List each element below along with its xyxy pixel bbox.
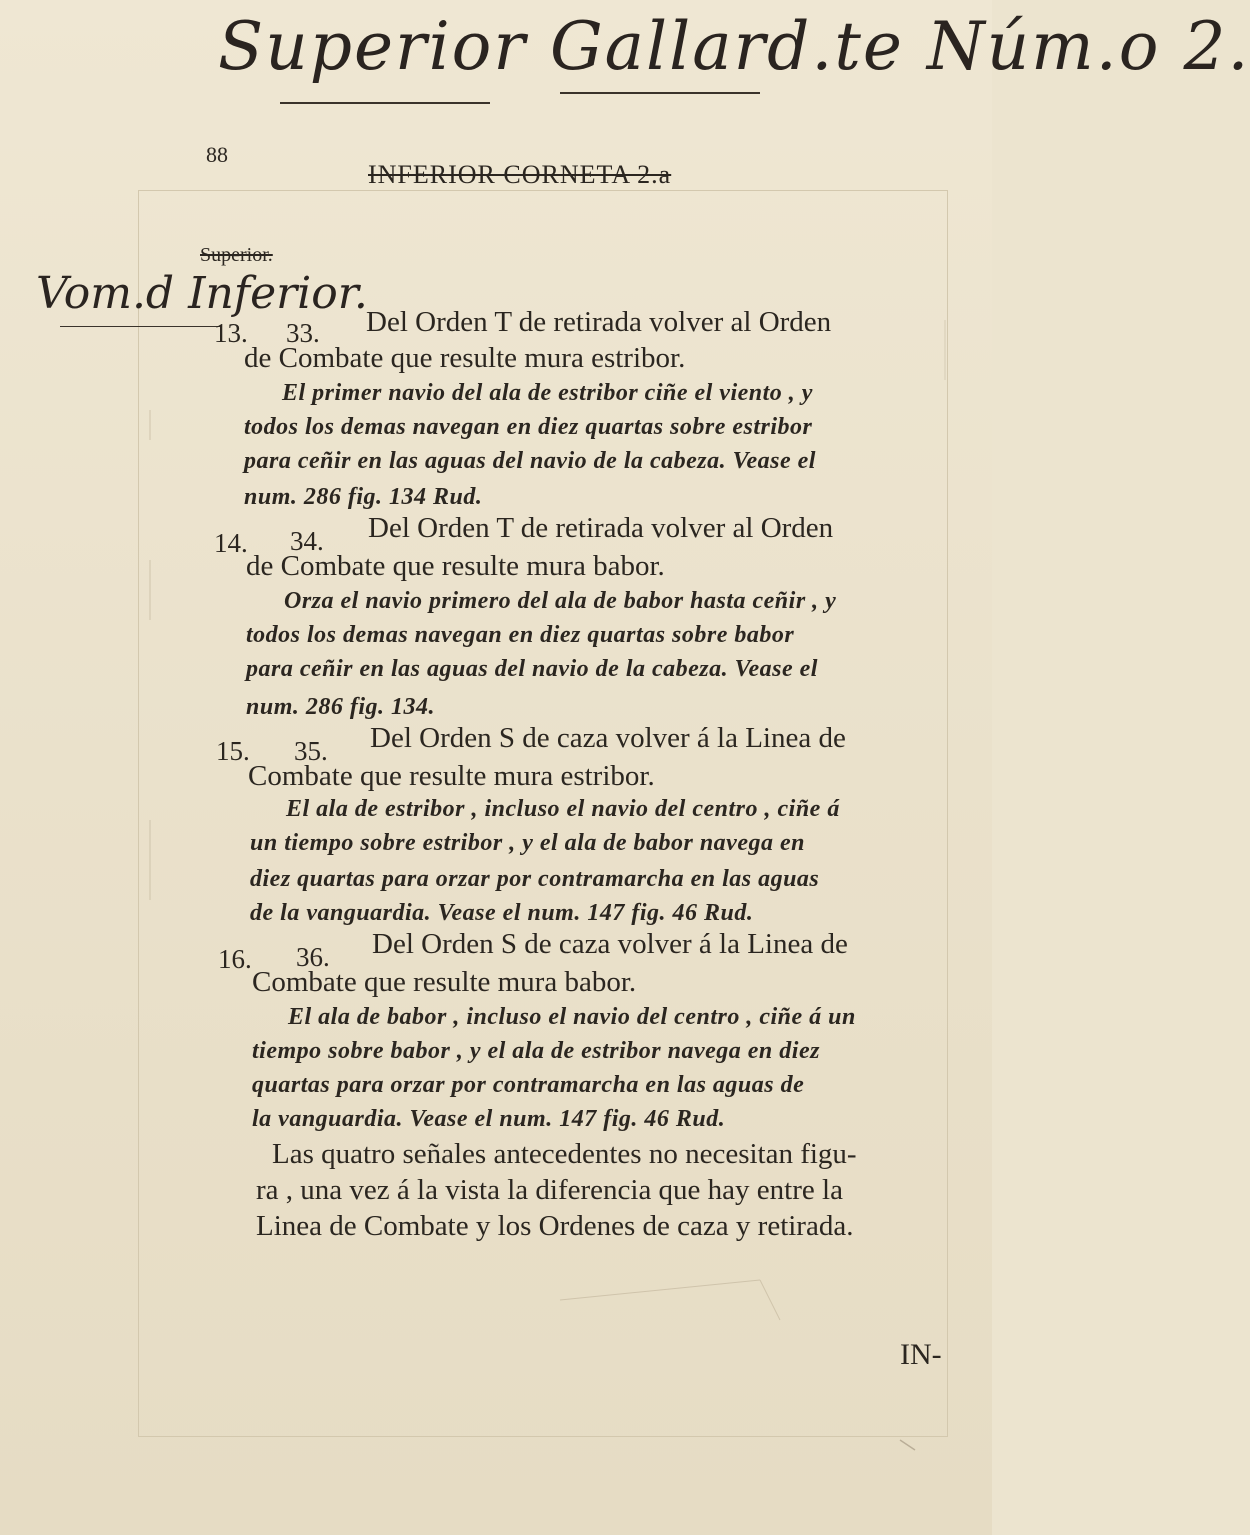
entry-description: para ceñir en las aguas del navio de la cabeza. Vease el xyxy=(244,448,816,474)
entry-heading: Del Orden S de caza volver á la Linea de xyxy=(370,722,846,754)
entry-heading: de Combate que resulte mura estribor. xyxy=(244,342,686,374)
entry-description: num. 286 fig. 134. xyxy=(246,694,436,720)
entry-number: 13. xyxy=(214,318,248,348)
entry-description: num. 286 fig. 134 Rud. xyxy=(244,484,483,510)
entry-heading: Combate que resulte mura babor. xyxy=(252,966,637,998)
entry-description: El primer navio del ala de estribor ciñe el viento , y xyxy=(282,380,813,406)
handwritten-heading: Superior Gallard.te Núm.o 2. xyxy=(218,8,1250,85)
entry-heading: Del Orden T de retirada volver al Orden xyxy=(368,512,834,544)
entry-description: un tiempo sobre estribor , y el ala de babor navega en xyxy=(250,830,805,856)
closing-paragraph-line: ra , una vez á la vista la diferencia que hay entre la xyxy=(256,1174,843,1206)
entry-description: diez quartas para orzar por contramarcha en las aguas xyxy=(250,866,820,892)
entry-number: 33. xyxy=(286,318,320,348)
entry-description: para ceñir en las aguas del navio de la cabeza. Vease el xyxy=(246,656,818,682)
struck-word: Superior. xyxy=(200,244,273,266)
running-head: INFERIOR CORNETA 2.a xyxy=(368,160,672,189)
entry-description: quartas para orzar por contramarcha en las aguas de xyxy=(252,1072,805,1098)
entry-heading: de Combate que resulte mura babor. xyxy=(246,550,665,582)
entry-description: de la vanguardia. Vease el num. 147 fig. 46 Rud. xyxy=(250,900,754,926)
entry-description: todos los demas navegan en diez quartas sobre babor xyxy=(246,622,795,648)
entry-description: El ala de estribor , incluso el navio del centro , ciñe á xyxy=(286,796,840,822)
entry-number: 36. xyxy=(296,942,330,972)
entry-heading: Del Orden S de caza volver á la Linea de xyxy=(372,928,848,960)
entry-number: 16. xyxy=(218,944,252,974)
entry-description: la vanguardia. Vease el num. 147 fig. 46 Rud. xyxy=(252,1106,726,1132)
closing-paragraph-line: Las quatro señales antecedentes no necesitan figu- xyxy=(272,1138,857,1170)
entry-description: El ala de babor , incluso el navio del centro , ciñe á un xyxy=(288,1004,856,1030)
entry-number: 14. xyxy=(214,528,248,558)
handwritten-margin-note: Vom.d Inferior. xyxy=(36,268,368,319)
entry-heading: Combate que resulte mura estribor. xyxy=(248,760,655,792)
entry-description: tiempo sobre babor , y el ala de estribor navega en diez xyxy=(252,1038,820,1064)
entry-number: 35. xyxy=(294,736,328,766)
catchword: IN- xyxy=(900,1338,942,1371)
entry-description: todos los demas navegan en diez quartas sobre estribor xyxy=(244,414,813,440)
closing-paragraph-line: Linea de Combate y los Ordenes de caza y retirada. xyxy=(256,1210,854,1242)
entry-description: Orza el navio primero del ala de babor hasta ceñir , y xyxy=(284,588,837,614)
page-number: 88 xyxy=(206,142,228,167)
entry-heading: Del Orden T de retirada volver al Orden xyxy=(366,306,832,338)
entry-number: 15. xyxy=(216,736,250,766)
entry-number: 34. xyxy=(290,526,324,556)
